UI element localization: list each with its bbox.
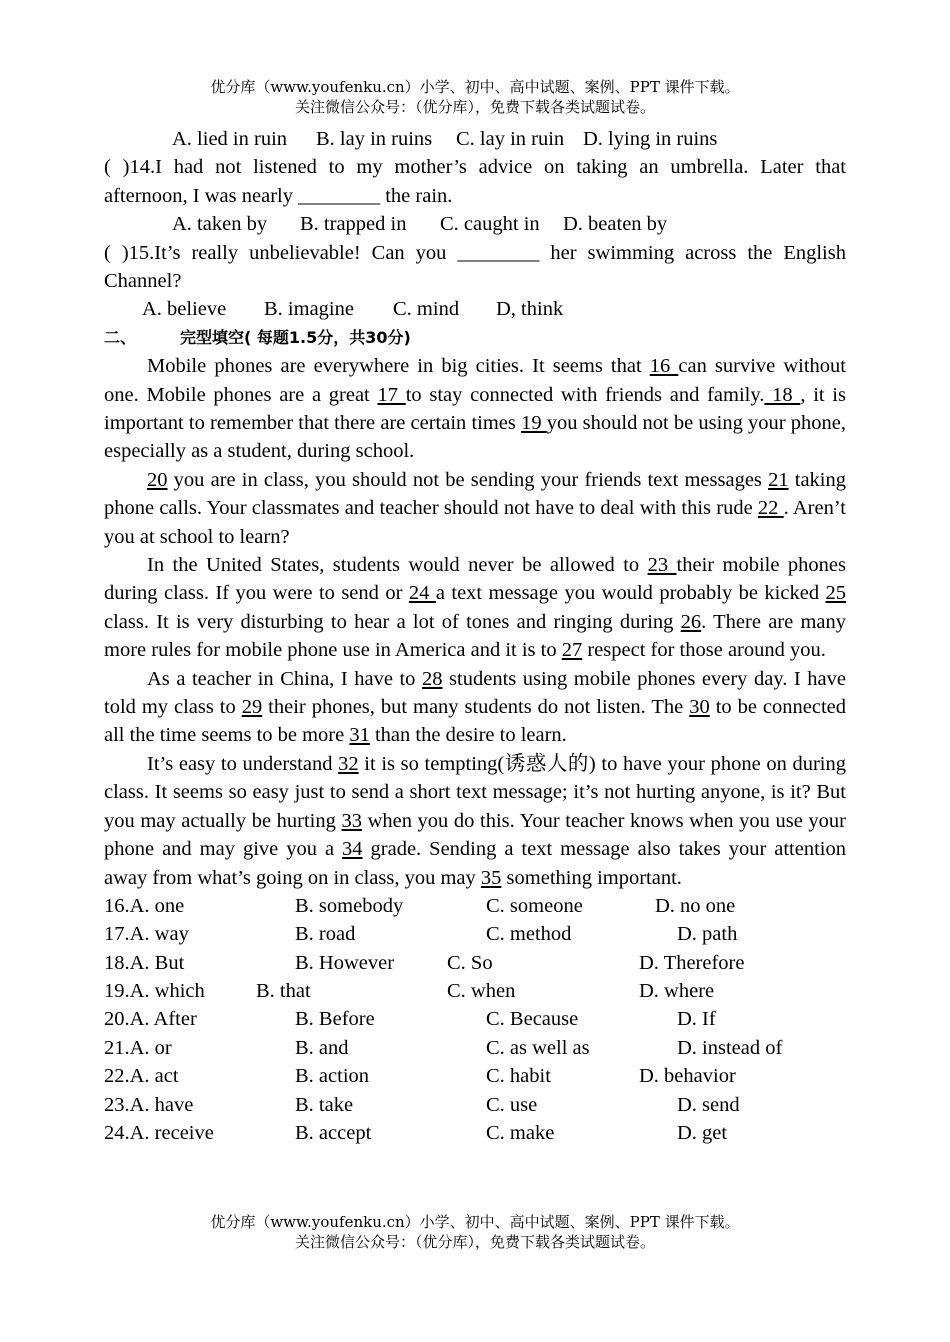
blank-21: 21 xyxy=(768,468,789,491)
choice-17-b: B. road xyxy=(295,923,356,946)
choice-21-c: C. as well as xyxy=(486,1036,590,1059)
q14-stem xyxy=(104,153,846,181)
choice-row-24 xyxy=(104,1119,846,1147)
blank-18: 18 xyxy=(764,383,801,406)
q14-option-c: C. caught in xyxy=(440,213,540,236)
q14-option-b: B. trapped in xyxy=(300,213,407,236)
choice-20-c: C. Because xyxy=(486,1008,579,1031)
choices-table xyxy=(104,892,846,1148)
choice-24-c: C. make xyxy=(486,1122,555,1145)
q15-stem-line-2: Channel? xyxy=(104,270,182,292)
choice-19-a: 19.A. which xyxy=(104,980,205,1003)
blank-16: 16 xyxy=(649,355,679,378)
blank-24: 24 xyxy=(408,582,436,605)
choice-16-d: D. no one xyxy=(655,894,736,917)
q14-option-a: A. taken by xyxy=(172,213,268,236)
footer-line-2: 关注微信公众号：（优分库），免费下载各类试题试卷。 xyxy=(294,1233,655,1251)
choice-22-b: B. action xyxy=(295,1065,370,1088)
exam-content xyxy=(104,125,846,1147)
passage-paragraph-5: It’s easy to understand 32 it is so tempting(诱惑人的) to have your phone on during class. It seems so easy just to send a short text message; it’s not hurting anyone, is it? But you may actually be hurting 33 when you do this. Your teacher knows when you use your phone and may give you a 34 grade. Sending a text message also takes your attention away from what’s going on in class, you may 35 something important. xyxy=(104,752,847,889)
passage-paragraph-4: As a teacher in China, I have to 28 students using mobile phones every day. I have told my class to 29 their phones, but many students do not listen. The 30 to be connected all the time seems to be more 31 than the desire to learn. xyxy=(104,667,847,747)
blank-26: 26 xyxy=(680,610,702,633)
blank-32: 32 xyxy=(338,752,359,775)
choice-row-19 xyxy=(104,977,846,1005)
choice-22-d: D. behavior xyxy=(639,1065,736,1088)
choice-18-b: B. However xyxy=(295,951,395,974)
blank-29: 29 xyxy=(241,696,263,719)
q13-options xyxy=(104,125,846,153)
blank-17: 17 xyxy=(377,383,406,406)
choice-19-c: C. when xyxy=(447,980,516,1003)
choice-17-c: C. method xyxy=(486,923,572,946)
choice-21-a: 21.A. or xyxy=(104,1036,172,1059)
page-footer xyxy=(0,1212,950,1252)
blank-35: 35 xyxy=(480,866,502,889)
choice-row-16 xyxy=(104,892,846,920)
choice-row-23 xyxy=(104,1091,846,1119)
blank-20: 20 xyxy=(147,468,168,491)
q15-option-a: A. believe xyxy=(142,298,227,321)
choice-18-a: 18.A. But xyxy=(104,951,185,974)
q15-stem-line-1: ( )15.It’s really unbelievable! Can you ________ her swimming across the English xyxy=(104,241,846,264)
choice-row-17 xyxy=(104,920,846,948)
choice-23-c: C. use xyxy=(486,1093,538,1116)
choice-row-18 xyxy=(104,949,846,977)
choice-16-a: 16.A. one xyxy=(104,894,185,917)
passage-paragraph-2: 20 you are in class, you should not be sending your friends text messages 21 taking phone calls. Your classmates and teacher should not have to deal with this rude 22 . Aren’t you at school to learn? xyxy=(104,468,846,548)
choice-24-a: 24.A. receive xyxy=(104,1122,214,1145)
header-line-2: 关注微信公众号：（优分库），免费下载各类试题试卷。 xyxy=(294,98,655,116)
blank-33: 33 xyxy=(341,809,362,832)
q13-option-b: B. lay in ruins xyxy=(316,128,433,150)
choice-21-d: D. instead of xyxy=(677,1036,783,1059)
choice-20-b: B. Before xyxy=(295,1008,375,1031)
blank-31: 31 xyxy=(349,724,370,747)
footer-line-1: 优分库（www.youfenku.cn）小学、初中、高中试题、案例、PPT 课件下载。 xyxy=(210,1213,740,1231)
q15-options xyxy=(104,295,846,323)
choice-row-20 xyxy=(104,1005,846,1033)
choice-18-c: C. So xyxy=(447,951,493,974)
blank-27: 27 xyxy=(561,639,583,662)
q15-option-d: D, think xyxy=(496,298,564,321)
choice-17-a: 17.A. way xyxy=(104,923,189,946)
choice-row-21 xyxy=(104,1034,846,1062)
q14-stem-line-2: afternoon, I was nearly ________ the rain. xyxy=(104,184,453,207)
blank-22: 22 xyxy=(757,497,784,520)
q13-option-d: D. lying in ruins xyxy=(583,128,718,150)
choice-19-b: B. that xyxy=(256,980,311,1003)
q13-option-c: C. lay in ruin xyxy=(456,128,565,150)
q14-option-d: D. beaten by xyxy=(563,213,668,236)
q15-stem xyxy=(104,239,846,267)
q15-option-b: B. imagine xyxy=(264,298,354,321)
choice-24-d: D. get xyxy=(677,1122,728,1145)
page-header xyxy=(0,77,950,117)
choice-19-d: D. where xyxy=(639,980,715,1003)
section-2-heading xyxy=(104,324,846,352)
choice-20-a: 20.A. After xyxy=(104,1008,197,1031)
q13-option-a: A. lied in ruin xyxy=(172,128,288,150)
choice-24-b: B. accept xyxy=(295,1122,372,1145)
choice-18-d: D. Therefore xyxy=(639,951,745,974)
blank-19: 19 xyxy=(521,412,547,434)
passage-paragraph-3: In the United States, students would never be allowed to 23 their mobile phones during class. If you were to send or 24 a text message you would probably be kicked 25 class. It is very disturbing to hear a lot of tones and ringing during 26. There are many more rules for mobile phone use in America and it is to 27 respect for those around you. xyxy=(104,554,847,662)
choice-23-a: 23.A. have xyxy=(104,1093,194,1116)
choice-20-d: D. If xyxy=(677,1008,716,1031)
choice-16-b: B. somebody xyxy=(295,894,404,917)
header-line-1: 优分库（www.youfenku.cn）小学、初中、高中试题、案例、PPT 课件下载。 xyxy=(210,78,740,96)
choice-23-d: D. send xyxy=(677,1093,740,1116)
choice-row-22 xyxy=(104,1062,846,1090)
choice-22-a: 22.A. act xyxy=(104,1065,179,1088)
blank-34: 34 xyxy=(342,838,363,861)
section-2-title: 完型填空( 每题1.5分，共30分) xyxy=(180,327,411,347)
choice-21-b: B. and xyxy=(295,1036,349,1059)
choice-17-d: D. path xyxy=(677,923,738,946)
q14-options xyxy=(104,210,846,238)
blank-25: 25 xyxy=(825,582,847,605)
q15-option-c: C. mind xyxy=(393,298,460,321)
choice-16-c: C. someone xyxy=(486,894,583,917)
passage-paragraph-1: Mobile phones are everywhere in big cities. It seems that 16 can survive without one. Mobile phones are a great 17 to stay connected with friends and family. 18 , it is important to remember that there are certain times 19 you should not be using your phone, especially as a student, during school. xyxy=(104,355,847,463)
blank-28: 28 xyxy=(422,667,443,690)
section-2-number: 二、 xyxy=(104,327,137,347)
choice-22-c: C. habit xyxy=(486,1065,551,1088)
q14-stem-line-1: ( )14.I had not listened to my mother’s advice on taking an umbrella. Later that xyxy=(104,156,846,179)
blank-30: 30 xyxy=(689,696,710,719)
blank-23: 23 xyxy=(647,554,677,577)
choice-23-b: B. take xyxy=(295,1093,354,1116)
